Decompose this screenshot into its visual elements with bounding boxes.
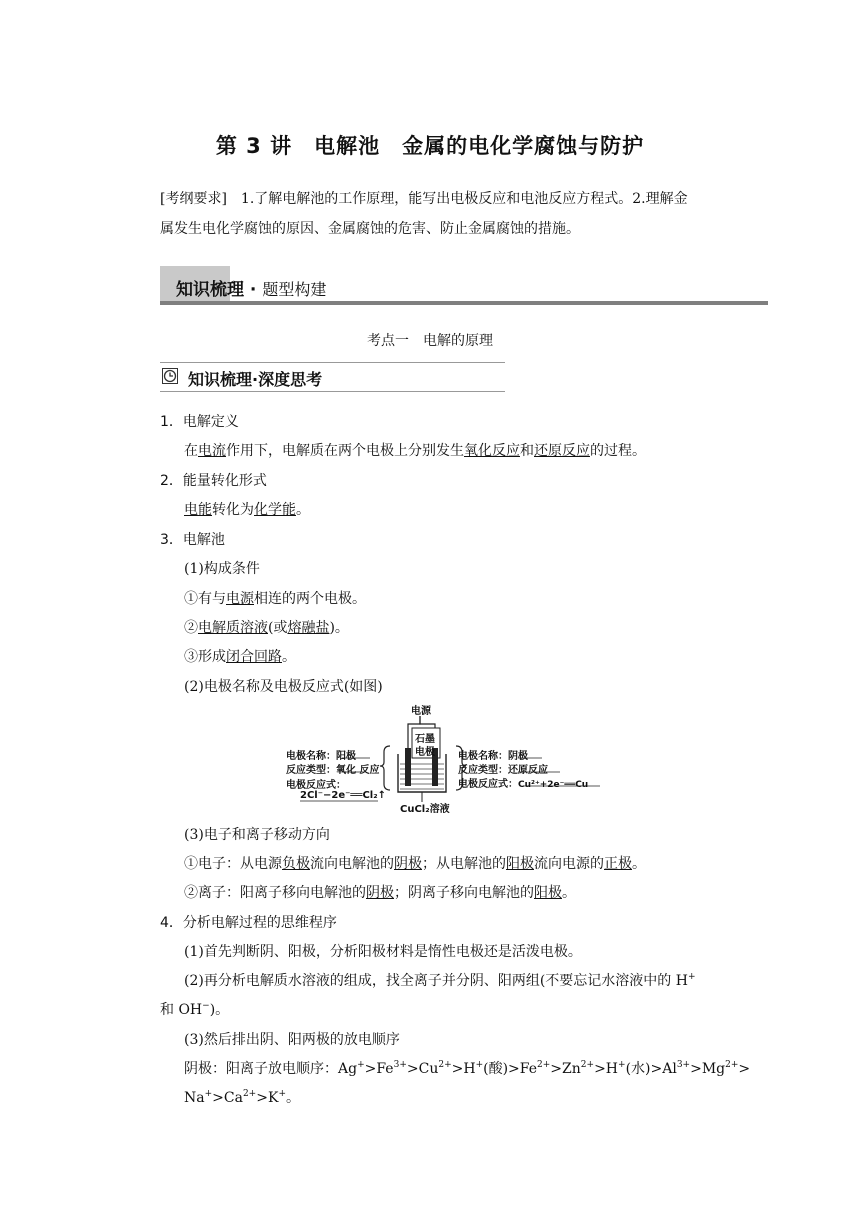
clock-icon bbox=[162, 368, 178, 384]
item-4-step-2-cont bbox=[160, 999, 229, 1019]
requirements-line-2: 属发生电化学腐蚀的原因、金属腐蚀的危害、防止金属腐蚀的措施。 bbox=[160, 221, 580, 237]
answer-blank: 阳极 bbox=[534, 885, 562, 901]
answer-blank: 还原反应 bbox=[534, 443, 590, 459]
banner-dot: · bbox=[249, 280, 257, 300]
diagram-solution-label: CuCl₂溶液 bbox=[400, 804, 450, 815]
ion-text: Ag bbox=[338, 1061, 358, 1077]
text-segment: )。 bbox=[329, 620, 349, 636]
answer-blank: 阳极 bbox=[506, 856, 534, 872]
text-segment: 和 bbox=[520, 443, 534, 459]
answer-blank: 正极 bbox=[604, 856, 632, 872]
ion-charge: + bbox=[278, 1089, 286, 1099]
text-segment: ②离子：阳离子移向电解池的 bbox=[184, 885, 366, 901]
banner-main: 知识梳理 bbox=[176, 280, 244, 300]
text-segment: 转化为 bbox=[212, 502, 254, 518]
ion-text: 。 bbox=[285, 1090, 300, 1106]
section-header-text: 知识梳理·深度思考 bbox=[188, 370, 323, 389]
right-eq-label: 电极反应式： bbox=[458, 779, 518, 790]
ion-charge: 2+ bbox=[725, 1060, 739, 1070]
text-segment: 。 bbox=[296, 502, 310, 518]
item-3-sub-3: (3)电子和离子移动方向 bbox=[184, 827, 330, 843]
text-segment: ；阴离子移向电解池的 bbox=[394, 885, 534, 901]
item-2-heading: 2．能量转化形式 bbox=[160, 473, 267, 489]
right-name-row bbox=[458, 747, 528, 762]
section-top-rule bbox=[160, 362, 505, 363]
ion-charge: 3+ bbox=[676, 1060, 691, 1070]
ion-text: >H bbox=[451, 1061, 476, 1077]
ion-charge: + bbox=[357, 1060, 365, 1070]
ion-charge: + bbox=[204, 1089, 213, 1099]
banner-sub: 题型构建 bbox=[262, 280, 327, 299]
ion-text: >Mg bbox=[690, 1061, 726, 1077]
right-equation: Cu²⁺+2e⁻══Cu bbox=[518, 780, 589, 790]
item-4-step-2-text: (2)再分析电解质水溶液的组成，找全离子并分阴、阳两组(不要忘记水溶液中的 H bbox=[184, 973, 688, 989]
right-name-label: 电极名称： bbox=[458, 751, 508, 762]
text-segment: 的过程。 bbox=[590, 443, 646, 459]
kaodian-heading: 考点一 电解的原理 bbox=[367, 333, 493, 349]
text-segment: (或 bbox=[268, 620, 288, 636]
text-segment: 流向电源的 bbox=[534, 856, 604, 872]
left-equation: 2Cl⁻−2e⁻══Cl₂↑ bbox=[300, 790, 386, 801]
cathode-order-cont bbox=[184, 1087, 300, 1107]
right-type-label: 反应类型： bbox=[458, 765, 508, 776]
banner-rule bbox=[160, 301, 768, 305]
item-3-cond-a bbox=[184, 588, 366, 608]
text-segment: ③形成 bbox=[184, 649, 226, 665]
section-header bbox=[160, 362, 505, 392]
answer-blank: 熔融盐 bbox=[287, 620, 330, 636]
item-1-heading: 1．电解定义 bbox=[160, 414, 239, 430]
item-2-desc bbox=[184, 499, 310, 519]
diagram-electrode-label: 电极 bbox=[415, 747, 435, 758]
ion-charge: 2+ bbox=[580, 1060, 595, 1070]
left-type-label: 反应类型： bbox=[286, 765, 336, 776]
ion-charge: 2+ bbox=[242, 1089, 257, 1099]
text-segment: ①有与 bbox=[184, 591, 226, 607]
item-4-heading: 4．分析电解过程的思维程序 bbox=[160, 915, 337, 931]
item-3-ion bbox=[184, 882, 576, 902]
item-4-step-2 bbox=[184, 970, 696, 990]
left-electrode-name: 阳极 bbox=[336, 751, 356, 762]
text-segment: 作用下，电解质在两个电极上分别发生 bbox=[226, 443, 464, 459]
left-type-row bbox=[286, 761, 379, 776]
text-segment: 在 bbox=[184, 443, 198, 459]
item-3-heading: 3．电解池 bbox=[160, 532, 225, 548]
ion-text: Na bbox=[184, 1090, 205, 1106]
cathode-order bbox=[184, 1058, 750, 1078]
answer-blank: 阴极 bbox=[366, 885, 394, 901]
answer-blank: 氧化反应 bbox=[464, 443, 520, 459]
text-segment: 。 bbox=[282, 649, 296, 665]
ion-text: >H bbox=[594, 1061, 619, 1077]
right-type-row bbox=[458, 761, 548, 776]
requirements-line-1: [考纲要求] 1.了解电解池的工作原理，能写出电极反应和电池反应方程式。2.理解金 bbox=[160, 191, 688, 207]
ion-text: >Cu bbox=[406, 1061, 439, 1077]
item-3-cond-b bbox=[184, 617, 349, 637]
answer-blank: 闭合回路 bbox=[226, 649, 282, 665]
answer-blank: 化学能 bbox=[254, 502, 296, 518]
diagram-power-label: 电源 bbox=[411, 706, 431, 717]
right-reaction-type: 还原反应 bbox=[508, 765, 548, 776]
diagram-graphite-label: 石墨 bbox=[415, 734, 435, 745]
item-4-step-1: (1)首先判断阴、阳极，分析阳极材料是惰性电极还是活泼电极。 bbox=[184, 944, 582, 960]
ion-text: >Ca bbox=[212, 1090, 243, 1106]
item-3-cond-c bbox=[184, 646, 296, 666]
ion-text: (酸)>Fe bbox=[483, 1061, 538, 1077]
right-electrode-name: 阴极 bbox=[508, 751, 528, 762]
item-1-desc bbox=[184, 440, 646, 460]
ion-text: >Zn bbox=[550, 1061, 581, 1077]
item-3-sub-1: (1)构成条件 bbox=[184, 561, 260, 577]
ion-charge: + bbox=[618, 1060, 626, 1070]
text-segment: 。 bbox=[632, 856, 646, 872]
oh-minus-sup: − bbox=[202, 1001, 210, 1011]
banner-text bbox=[176, 275, 326, 300]
ion-text: > bbox=[738, 1061, 751, 1077]
left-name-label: 电极名称： bbox=[286, 751, 336, 762]
text-segment: 。 bbox=[562, 885, 576, 901]
item-4-step-2-end: )。 bbox=[209, 1002, 230, 1018]
item-3-sub-2: (2)电极名称及电极反应式(如图) bbox=[184, 679, 383, 695]
text-segment: ② bbox=[184, 620, 198, 636]
cathode-order-seq bbox=[338, 1061, 750, 1077]
ion-charge: 3+ bbox=[393, 1060, 407, 1070]
text-segment: ①电子：从电源 bbox=[184, 856, 282, 872]
ion-text: (水)>Al bbox=[625, 1061, 677, 1077]
answer-blank: 电源 bbox=[226, 591, 254, 607]
page-title: 第 3 讲 电解池 金属的电化学腐蚀与防护 bbox=[215, 134, 645, 158]
ion-text: >Fe bbox=[364, 1061, 394, 1077]
answer-blank: 电能 bbox=[184, 502, 212, 518]
ion-charge: + bbox=[475, 1060, 484, 1070]
left-eq-label: 电极反应式： bbox=[286, 780, 346, 791]
right-eq-row bbox=[458, 775, 588, 790]
answer-blank: 阴极 bbox=[394, 856, 422, 872]
requirements bbox=[160, 184, 760, 244]
electrolysis-diagram bbox=[280, 702, 610, 814]
text-segment: 流向电解池的 bbox=[310, 856, 394, 872]
left-type-suffix: 反应 bbox=[359, 765, 380, 776]
answer-blank: 电解质溶液 bbox=[198, 620, 268, 636]
text-segment: ；从电解池的 bbox=[422, 856, 506, 872]
item-4-step-3: (3)然后排出阴、阳两极的放电顺序 bbox=[184, 1032, 400, 1048]
section-bottom-rule bbox=[160, 391, 505, 392]
ion-text: >K bbox=[256, 1090, 279, 1106]
cathode-order-label: 阴极：阳离子放电顺序： bbox=[184, 1061, 338, 1077]
left-reaction-type: 氧化 bbox=[336, 765, 356, 776]
answer-blank: 电流 bbox=[198, 443, 226, 459]
answer-blank: 负极 bbox=[282, 856, 310, 872]
ion-charge: 2+ bbox=[537, 1060, 551, 1070]
h-plus-sup: + bbox=[687, 972, 696, 982]
item-4-step-2-oh: 和 OH bbox=[160, 1002, 203, 1018]
section-banner bbox=[160, 266, 768, 306]
item-3-electron bbox=[184, 853, 646, 873]
left-name-row bbox=[286, 747, 356, 762]
ion-charge: 2+ bbox=[438, 1060, 452, 1070]
text-segment: 相连的两个电极。 bbox=[254, 591, 366, 607]
